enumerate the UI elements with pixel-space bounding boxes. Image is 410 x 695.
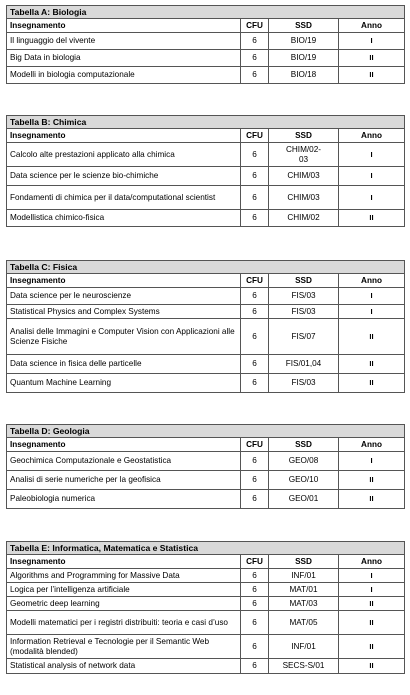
course-name: Statistical Physics and Complex Systems xyxy=(7,305,241,319)
header-insegnamento: Insegnamento xyxy=(7,555,241,569)
course-cfu: 6 xyxy=(241,305,269,319)
course-ssd: FIS/03 xyxy=(269,288,339,305)
course-ssd: GEO/08 xyxy=(269,452,339,471)
table-row xyxy=(7,319,405,355)
table-title: Tabella D: Geologia xyxy=(7,425,405,438)
header-anno: Anno xyxy=(339,555,405,569)
table-title: Tabella C: Fisica xyxy=(7,261,405,274)
course-ssd: BIO/19 xyxy=(269,33,339,50)
header-cfu: CFU xyxy=(241,555,269,569)
course-anno: II xyxy=(339,635,405,659)
course-cfu: 6 xyxy=(241,288,269,305)
course-cfu: 6 xyxy=(241,374,269,393)
course-ssd: GEO/10 xyxy=(269,471,339,490)
header-ssd: SSD xyxy=(269,438,339,452)
header-cfu: CFU xyxy=(241,19,269,33)
table-row xyxy=(7,186,405,210)
course-name: Data science per le neuroscienze xyxy=(7,288,241,305)
header-ssd: SSD xyxy=(269,555,339,569)
course-cfu: 6 xyxy=(241,143,269,167)
course-name: Modelli matematici per i registri distribuiti: teoria e casi d’uso xyxy=(7,611,241,635)
course-name: Quantum Machine Learning xyxy=(7,374,241,393)
course-anno: II xyxy=(339,374,405,393)
table-chimica xyxy=(6,115,405,227)
course-ssd: CHIM/03 xyxy=(269,167,339,186)
course-cfu: 6 xyxy=(241,659,269,674)
course-anno: II xyxy=(339,67,405,84)
course-name: Logica per l’intelligenza artificiale xyxy=(7,583,241,597)
table-row xyxy=(7,67,405,84)
course-cfu: 6 xyxy=(241,319,269,355)
course-name: Fondamenti di chimica per il data/computational scientist xyxy=(7,186,241,210)
course-cfu: 6 xyxy=(241,355,269,374)
table-header-row xyxy=(7,555,405,569)
course-ssd: FIS/03 xyxy=(269,374,339,393)
course-anno: I xyxy=(339,288,405,305)
table-row xyxy=(7,635,405,659)
course-name: Analisi di serie numeriche per la geofisica xyxy=(7,471,241,490)
course-name: Paleobiologia numerica xyxy=(7,490,241,509)
course-ssd: CHIM/02-03 xyxy=(269,143,339,167)
course-cfu: 6 xyxy=(241,186,269,210)
course-name: Information Retrieval e Tecnologie per il Semantic Web (modalità blended) xyxy=(7,635,241,659)
course-ssd: MAT/01 xyxy=(269,583,339,597)
header-anno: Anno xyxy=(339,438,405,452)
course-anno: II xyxy=(339,355,405,374)
course-name: Data science per le scienze bio-chimiche xyxy=(7,167,241,186)
course-ssd: MAT/05 xyxy=(269,611,339,635)
table-row xyxy=(7,143,405,167)
course-anno: I xyxy=(339,33,405,50)
course-anno: II xyxy=(339,490,405,509)
course-ssd: CHIM/02 xyxy=(269,210,339,227)
course-anno: I xyxy=(339,583,405,597)
table-row xyxy=(7,33,405,50)
course-anno: I xyxy=(339,305,405,319)
course-name: Big Data in biologia xyxy=(7,50,241,67)
course-name: Algorithms and Programming for Massive Data xyxy=(7,569,241,583)
course-anno: I xyxy=(339,186,405,210)
course-ssd: CHIM/03 xyxy=(269,186,339,210)
table-title: Tabella A: Biologia xyxy=(7,6,405,19)
course-ssd: SECS-S/01 xyxy=(269,659,339,674)
course-cfu: 6 xyxy=(241,490,269,509)
table-row xyxy=(7,597,405,611)
course-anno: II xyxy=(339,50,405,67)
header-cfu: CFU xyxy=(241,274,269,288)
table-header-row xyxy=(7,274,405,288)
table-row xyxy=(7,167,405,186)
header-insegnamento: Insegnamento xyxy=(7,274,241,288)
table-informatica-matematica-statistica xyxy=(6,541,405,674)
course-ssd: GEO/01 xyxy=(269,490,339,509)
course-name: Modellistica chimico-fisica xyxy=(7,210,241,227)
table-row xyxy=(7,374,405,393)
header-insegnamento: Insegnamento xyxy=(7,19,241,33)
table-title: Tabella E: Informatica, Matematica e Statistica xyxy=(7,542,405,555)
course-ssd: BIO/18 xyxy=(269,67,339,84)
course-name: Calcolo alte prestazioni applicato alla chimica xyxy=(7,143,241,167)
course-cfu: 6 xyxy=(241,611,269,635)
course-name: Il linguaggio del vivente xyxy=(7,33,241,50)
table-biologia xyxy=(6,5,405,84)
course-anno: II xyxy=(339,597,405,611)
course-anno: I xyxy=(339,569,405,583)
table-row xyxy=(7,583,405,597)
course-ssd: BIO/19 xyxy=(269,50,339,67)
table-header-row xyxy=(7,19,405,33)
course-anno: I xyxy=(339,143,405,167)
course-cfu: 6 xyxy=(241,597,269,611)
course-cfu: 6 xyxy=(241,210,269,227)
header-ssd: SSD xyxy=(269,129,339,143)
course-anno: I xyxy=(339,167,405,186)
course-name: Data science in fisica delle particelle xyxy=(7,355,241,374)
course-name: Statistical analysis of network data xyxy=(7,659,241,674)
table-row xyxy=(7,611,405,635)
course-cfu: 6 xyxy=(241,67,269,84)
header-anno: Anno xyxy=(339,129,405,143)
header-insegnamento: Insegnamento xyxy=(7,438,241,452)
course-cfu: 6 xyxy=(241,569,269,583)
header-cfu: CFU xyxy=(241,438,269,452)
header-anno: Anno xyxy=(339,19,405,33)
table-geologia xyxy=(6,424,405,509)
course-name: Analisi delle Immagini e Computer Vision con Applicazioni alle Scienze Fisiche xyxy=(7,319,241,355)
table-row xyxy=(7,452,405,471)
course-anno: II xyxy=(339,319,405,355)
course-cfu: 6 xyxy=(241,635,269,659)
course-ssd: FIS/01,04 xyxy=(269,355,339,374)
table-title: Tabella B: Chimica xyxy=(7,116,405,129)
course-ssd: INF/01 xyxy=(269,635,339,659)
course-anno: II xyxy=(339,659,405,674)
table-header-row xyxy=(7,129,405,143)
table-row xyxy=(7,355,405,374)
header-cfu: CFU xyxy=(241,129,269,143)
course-ssd: FIS/07 xyxy=(269,319,339,355)
course-anno: II xyxy=(339,210,405,227)
table-row xyxy=(7,305,405,319)
table-row xyxy=(7,659,405,674)
table-header-row xyxy=(7,438,405,452)
header-insegnamento: Insegnamento xyxy=(7,129,241,143)
course-anno: I xyxy=(339,452,405,471)
course-anno: II xyxy=(339,471,405,490)
table-row xyxy=(7,490,405,509)
course-ssd: FIS/03 xyxy=(269,305,339,319)
course-anno: II xyxy=(339,611,405,635)
course-cfu: 6 xyxy=(241,167,269,186)
course-ssd: INF/01 xyxy=(269,569,339,583)
table-row xyxy=(7,210,405,227)
course-cfu: 6 xyxy=(241,471,269,490)
course-cfu: 6 xyxy=(241,50,269,67)
table-row xyxy=(7,569,405,583)
course-name: Geochimica Computazionale e Geostatistica xyxy=(7,452,241,471)
course-cfu: 6 xyxy=(241,583,269,597)
course-ssd: MAT/03 xyxy=(269,597,339,611)
header-anno: Anno xyxy=(339,274,405,288)
course-cfu: 6 xyxy=(241,452,269,471)
table-fisica xyxy=(6,260,405,393)
header-ssd: SSD xyxy=(269,274,339,288)
course-name: Modelli in biologia computazionale xyxy=(7,67,241,84)
table-row xyxy=(7,50,405,67)
course-name: Geometric deep learning xyxy=(7,597,241,611)
table-row xyxy=(7,288,405,305)
course-cfu: 6 xyxy=(241,33,269,50)
table-row xyxy=(7,471,405,490)
header-ssd: SSD xyxy=(269,19,339,33)
